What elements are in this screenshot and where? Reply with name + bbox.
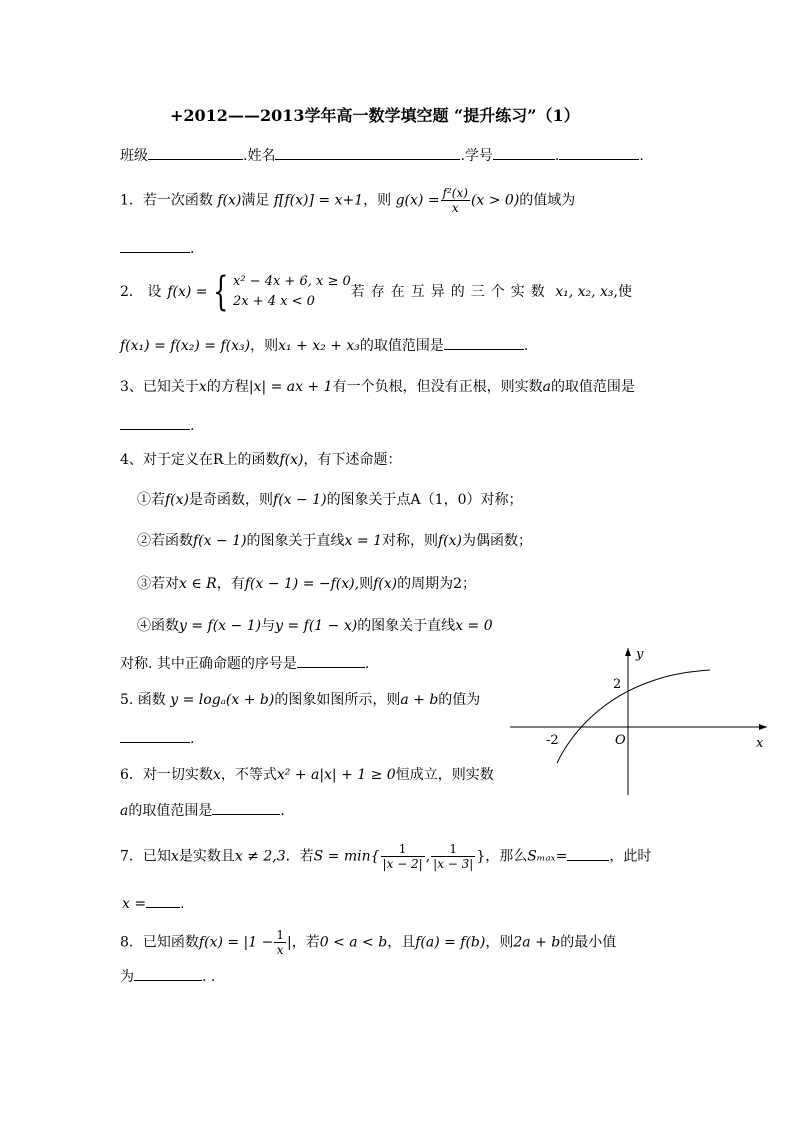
question-8-line2: 为 . . [120, 966, 215, 987]
question-6-line2: a的取值范围是 . [120, 800, 285, 821]
q8-blank[interactable] [134, 966, 202, 981]
proposition-3: ③若对x ∈ R，有f(x − 1) = −f(x),则f(x)的周期为2； [137, 576, 476, 592]
q2-blank[interactable] [444, 335, 524, 350]
question-2-line2: f(x₁) = f(x₂) = f(x₃)，则x₁ + x₂ + x₃的取值范围是 . [120, 335, 528, 356]
question-3-answer: . [120, 415, 194, 436]
proposition-1: ①若f(x)是奇函数，则f(x − 1)的图象关于点A（1，0）对称； [137, 492, 523, 508]
question-8: 8．已知函数f(x) = |1 − $\frac{1}{x}$ |，若0 < a < b，且f(a) = f(b)，则2a + b的最小值 [120, 928, 617, 957]
question-5-answer: . [120, 728, 194, 749]
question-5: 5. 函数 y = logₐ(x + b)的图象如图所示，则a + b的值为 [120, 692, 481, 708]
x-tick-label: -2 [546, 733, 559, 748]
log-function-graph [505, 640, 775, 800]
log-curve [557, 670, 710, 763]
fraction: $\frac{\text{f²(x)}}{x}$ [442, 186, 468, 215]
q1-blank[interactable] [120, 238, 190, 253]
y-axis-arrow [625, 648, 631, 656]
question-1-answer: . [120, 238, 194, 259]
class-blank[interactable] [148, 145, 243, 160]
question-7-line2: x = . [122, 893, 185, 914]
question-6: 6．对一切实数x，不等式x² + a|x| + 1 ≥ 0恒成立，则实数 [120, 767, 494, 783]
q3-blank[interactable] [120, 415, 190, 430]
question-4-answer: 对称. 其中正确命题的序号是 . [120, 653, 369, 674]
question-2: 2． 设 f(x) = { x² − 4x + 6, x ≥ 0 2x + 4 x < 0 若存在互异的三个实数 x₁, x₂, x₃,使 [120, 269, 632, 315]
id-blank-1[interactable] [493, 145, 555, 160]
page-title: +2012——2013学年高一数学填空题 “提升练习”（1） [170, 106, 580, 125]
proposition-4: ④函数y = f(x − 1)与y = f(1 − x)的图象关于直线x = 0 [137, 618, 493, 634]
question-1: 1．若一次函数 f(x)满足 f[f(x)] = x+1，则 g(x) = $\frac{\text{f²(x)}}{x}$ (x > 0)的值域为 [120, 186, 576, 215]
q4-blank[interactable] [297, 653, 365, 668]
q6-blank[interactable] [212, 800, 280, 815]
y-axis-label: y [636, 647, 644, 662]
x-axis-label: x [756, 736, 764, 751]
q7-blank-x[interactable] [146, 893, 180, 908]
student-info-line: 班级 .姓名 .学号 . . [120, 145, 644, 166]
q7-blank-smax[interactable] [567, 846, 609, 861]
question-4: 4、对于定义在R上的函数f(x)，有下述命题： [120, 452, 402, 468]
proposition-2: ②若函数f(x − 1)的图象关于直线x = 1对称，则f(x)为偶函数； [137, 533, 532, 549]
id-blank-2[interactable] [559, 145, 639, 160]
y-tick-label: 2 [613, 677, 622, 692]
q5-blank[interactable] [120, 728, 190, 743]
question-3: 3、已知关于x的方程|x| = ax + 1有一个负根，但没有正根，则实数a的取值范围是 [120, 379, 635, 395]
x-axis-arrow [759, 724, 767, 730]
name-blank[interactable] [275, 145, 460, 160]
question-7: 7．已知x是实数且x ≠ 2,3．若S = min{ $\frac{1}{|x - 2|}$ , $\frac{1}{|x - 3|}$ }，那么Sₘₐₓ= ，此时 [120, 842, 652, 871]
origin-label: O [615, 733, 626, 748]
